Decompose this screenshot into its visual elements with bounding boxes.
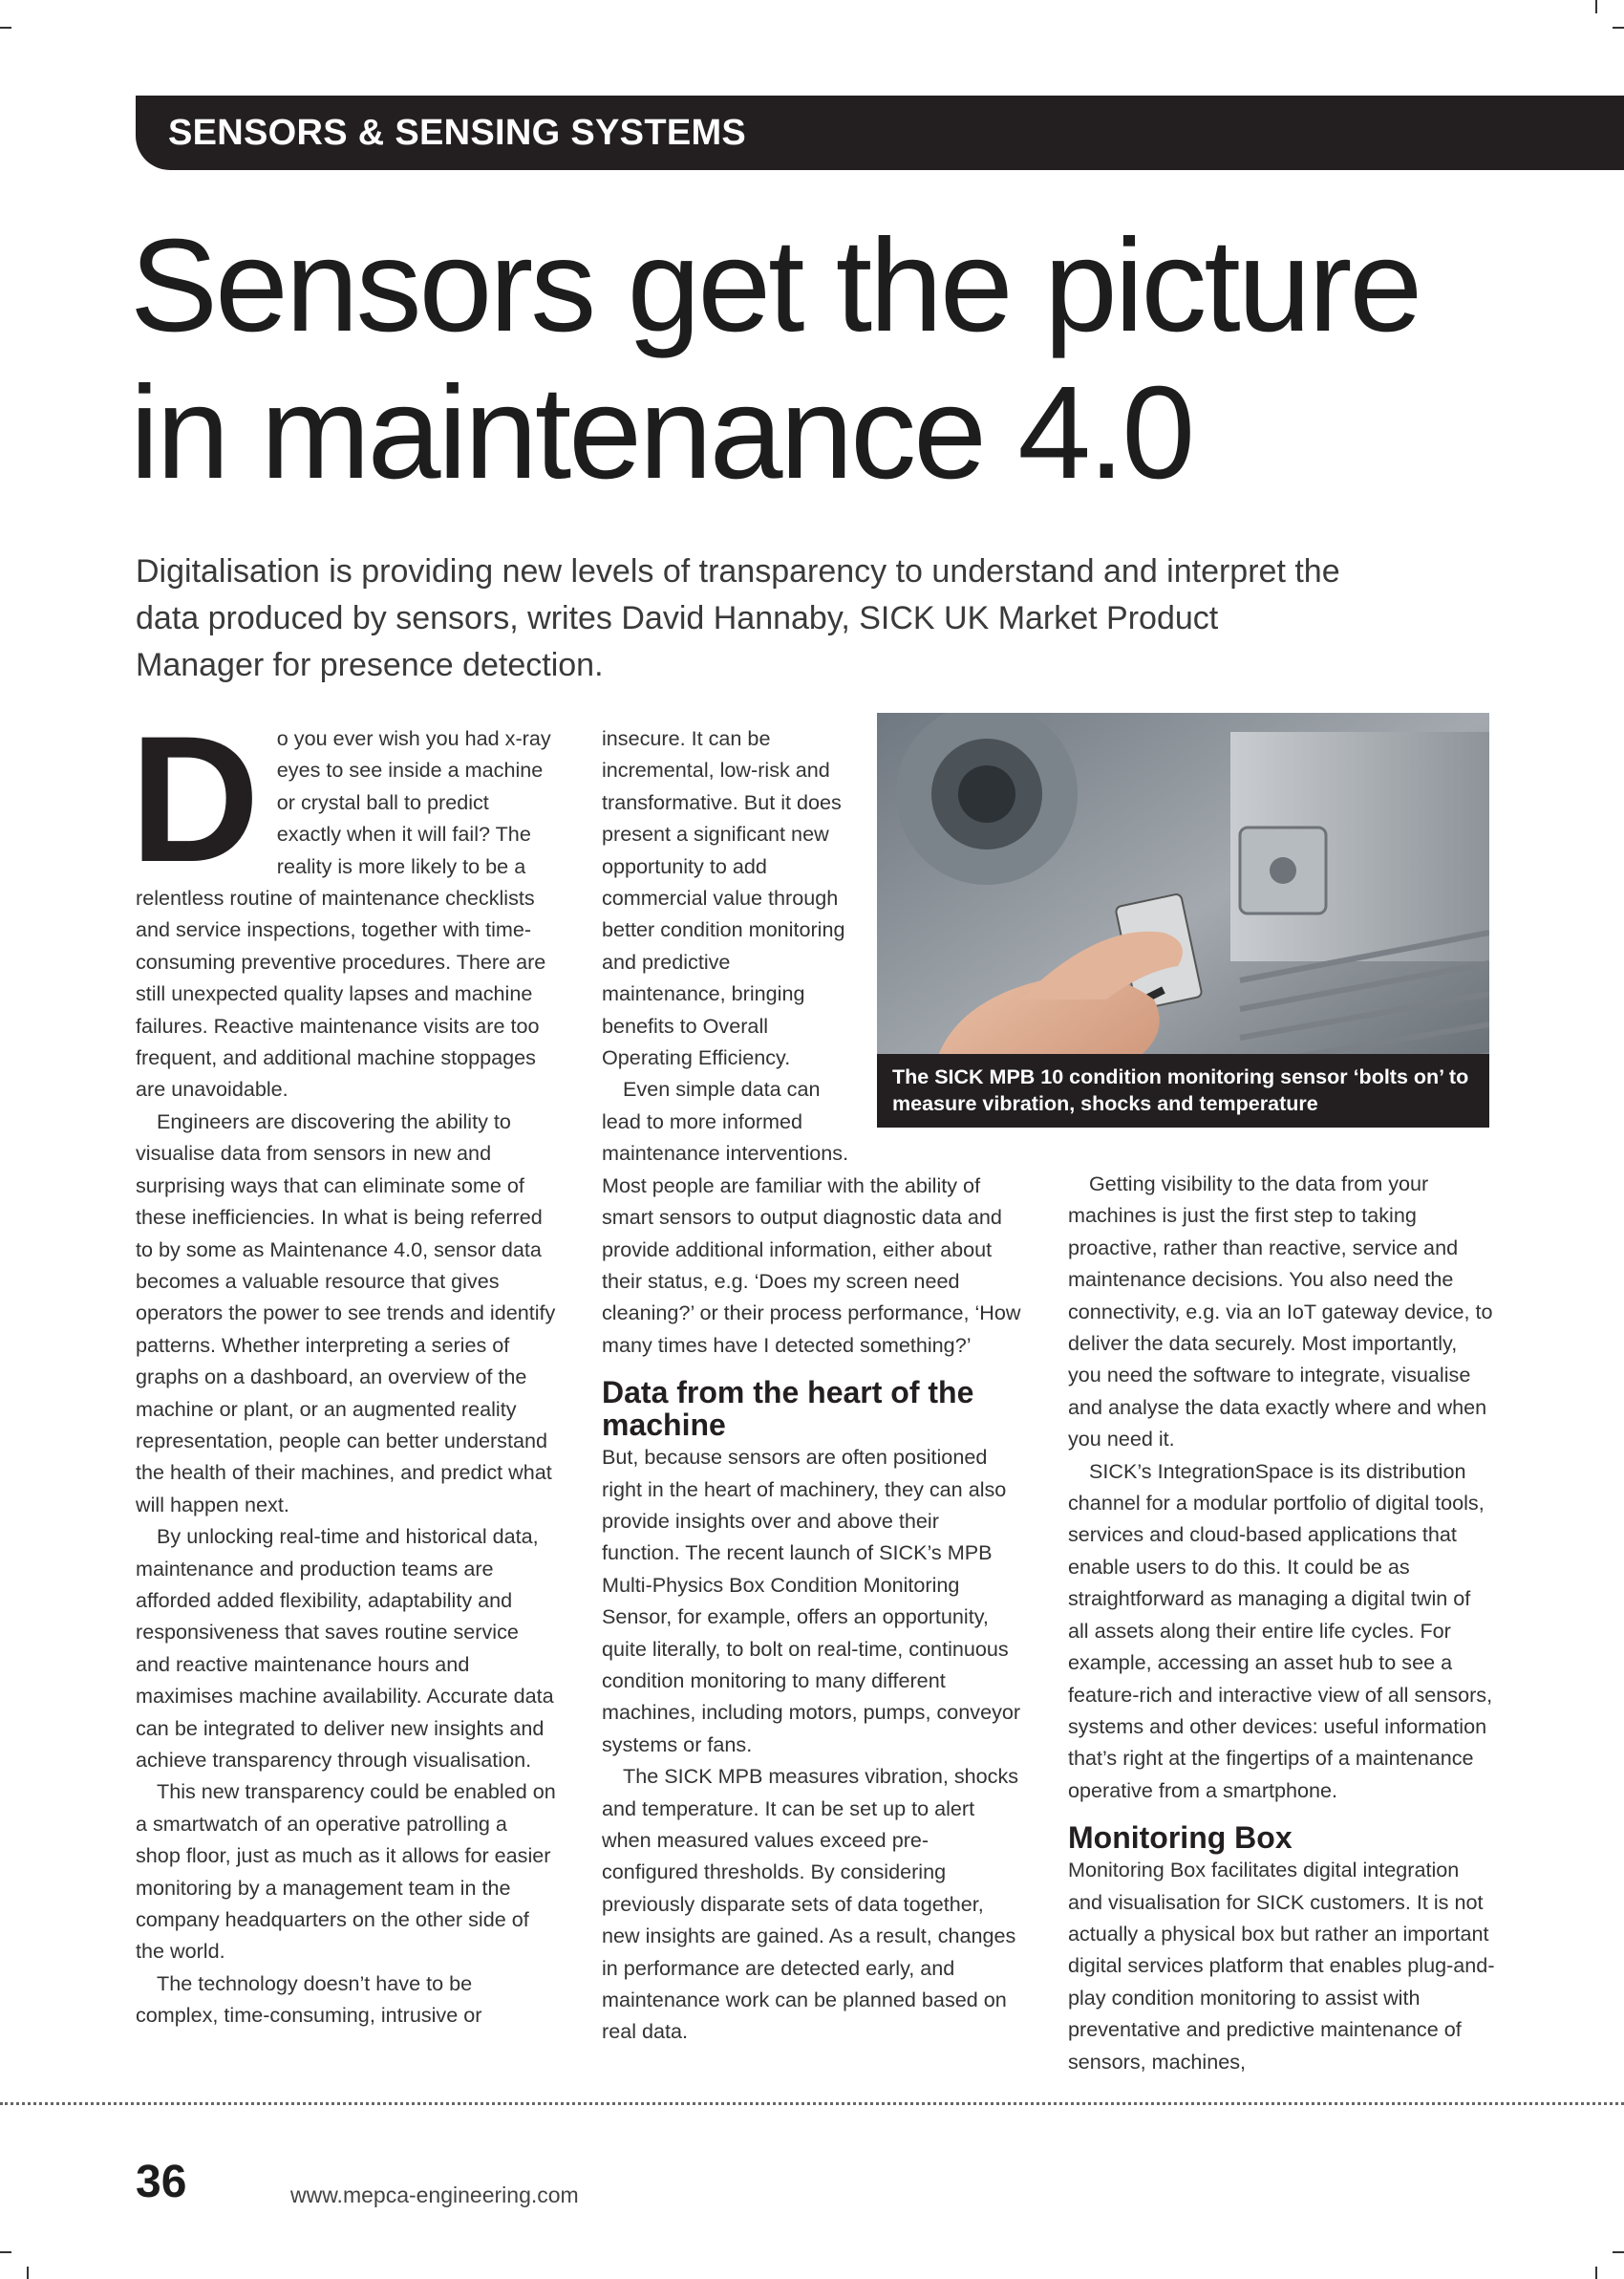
paragraph-text: o you ever wish you had x-ray eyes to see inside a machine or crystal ball to predict exactly when it will fail? The reality is more likely to be a relentless routine of maintenance checklists and service inspections, together with time-consuming preventive procedures. There are still unexpected quality lapses and machine failures. Reactive maintenance visits are too frequent, and additional machine stoppages are unavoidable. xyxy=(136,726,551,1102)
body-paragraph: Even simple data can lead to more informed maintenance interventions. xyxy=(602,1077,849,1166)
crop-mark-bottom-right xyxy=(1613,2251,1624,2253)
section-header-bar xyxy=(136,96,1624,170)
crop-mark-top-right xyxy=(1613,27,1624,29)
headline-line-2: in maintenance 4.0 xyxy=(130,359,1193,506)
body-paragraph: insecure. It can be incremental, low-risk and transformative. But it does present a significant new opportunity to add commercial value through better condition monitoring and predictive maintenance, bringing benefits to Overall Operating Efficiency. xyxy=(602,726,845,1070)
body-paragraph: Most people are familiar with the ability of smart sensors to output diagnostic data and provide additional information, either about their status, e.g. ‘Does my screen need cleaning?’ or their process performance, ‘How many times have I detected something?’ xyxy=(602,1172,1021,1357)
body-paragraph: Engineers are discovering the ability to visualise data from sensors in new and surprising ways that can eliminate some of these inefficiencies. In what is being referred to by some as Maintenance 4.0, sensor data becomes a valuable resource that gives operators the power to see trends and identify patterns. Whether interpreting a series of graphs on a dashboard, an overview of the machine or plant, or an augmented reality representation, people can better understand the health of their machines, and predict what will happen next. xyxy=(136,1108,556,1516)
crop-mark-top-left xyxy=(0,27,11,29)
headline-line-1: Sensors get the picture xyxy=(130,212,1421,359)
article-headline xyxy=(130,212,1544,506)
body-paragraph: This new transparency could be enabled on a smartwatch of an operative patrolling a shop floor, just as much as it allows for easier monitoring by a management team in the company headquarters on the other side of the world. xyxy=(136,1779,556,1964)
footer-url: www.mepca-engineering.com xyxy=(290,2182,579,2207)
crop-mark-bottom-right-v xyxy=(1595,2267,1597,2279)
article-column-3 xyxy=(1068,1168,1496,2077)
column-2-wrap-text xyxy=(602,722,850,1170)
subheading-monitoring-box: Monitoring Box xyxy=(1068,1820,1293,1856)
body-paragraph: By unlocking real-time and historical data, maintenance and production teams are afforded added flexibility, adaptability and responsiveness that saves routine service and reactive maintenance hours and maximises machine availability. Accurate data can be integrated to deliver new insights and achieve transparency through visualisation. xyxy=(136,1524,554,1772)
footer-divider xyxy=(0,2102,1624,2105)
body-paragraph: Getting visibility to the data from your machines is just the first step to taking proactive, rather than reactive, service and maintenance decisions. You also need the connectivity, e.g. via an IoT gateway device, to deliver the data securely. Most importantly, you need the software to integrate, visualise and analyse the data exactly where and when you need it. xyxy=(1068,1172,1493,1451)
article-column-1 xyxy=(130,699,556,2032)
body-paragraph: SICK’s IntegrationSpace is its distribution channel for a modular portfolio of digital tools, services and cloud-based applications that enable users to do this. It could be as straightforward as managing a digital twin of all assets along their entire life cycles. For example, accessing an asset hub to see a feature-rich and interactive view of all sensors, systems and other devices: useful information that’s right at the fingertips of a maintenance operative from a smartphone. xyxy=(1068,1458,1493,1802)
body-paragraph: The technology doesn’t have to be complex, time-consuming, intrusive or xyxy=(136,1970,482,2028)
body-paragraph: But, because sensors are often positioned right in the heart of machinery, they can also provide insights over and above their function. The recent launch of SICK’s MPB Multi-Physics Box Condition Monitoring Sensor, for example, offers an opportunity, quite literally, to bolt on real-time, continuous condition monitoring to many different machines, including motors, pumps, conveyor systems or fans. xyxy=(602,1445,1021,1756)
article-standfirst: Digitalisation is providing new levels of transparency to understand and interpret the data produced by sensors, writes David Hannaby, SICK UK Market Product Manager for presence detection. xyxy=(136,553,1340,683)
crop-mark-bottom-left-v xyxy=(27,2267,29,2279)
crop-mark-top-right-v xyxy=(1595,0,1597,13)
drop-cap: D xyxy=(130,699,260,899)
intro-paragraph xyxy=(130,699,556,1106)
photo-caption: The SICK MPB 10 condition monitoring sensor ‘bolts on’ to measure vibration, shocks and temperature xyxy=(877,1054,1489,1128)
crop-mark-bottom-left xyxy=(0,2251,11,2253)
section-label: SENSORS & SENSING SYSTEMS xyxy=(168,112,747,153)
page-number: 36 xyxy=(136,2157,187,2207)
subheading-heart-of-machine: Data from the heart of the machine xyxy=(602,1375,974,1443)
body-paragraph: The SICK MPB measures vibration, shocks and temperature. It can be set up to alert when measured values exceed pre-configured thresholds. By considering previously disparate sets of data together, new insights are gained. As a result, changes in performance are detected early, and maintenance work can be planned based on real data. xyxy=(602,1764,1019,2044)
body-paragraph: Monitoring Box facilitates digital integration and visualisation for SICK customers. It is not actually a physical box but rather an important digital services platform that enables plug-and-play condition monitoring to assist with preventative and predictive maintenance of sensors, machines, xyxy=(1068,1858,1495,2074)
